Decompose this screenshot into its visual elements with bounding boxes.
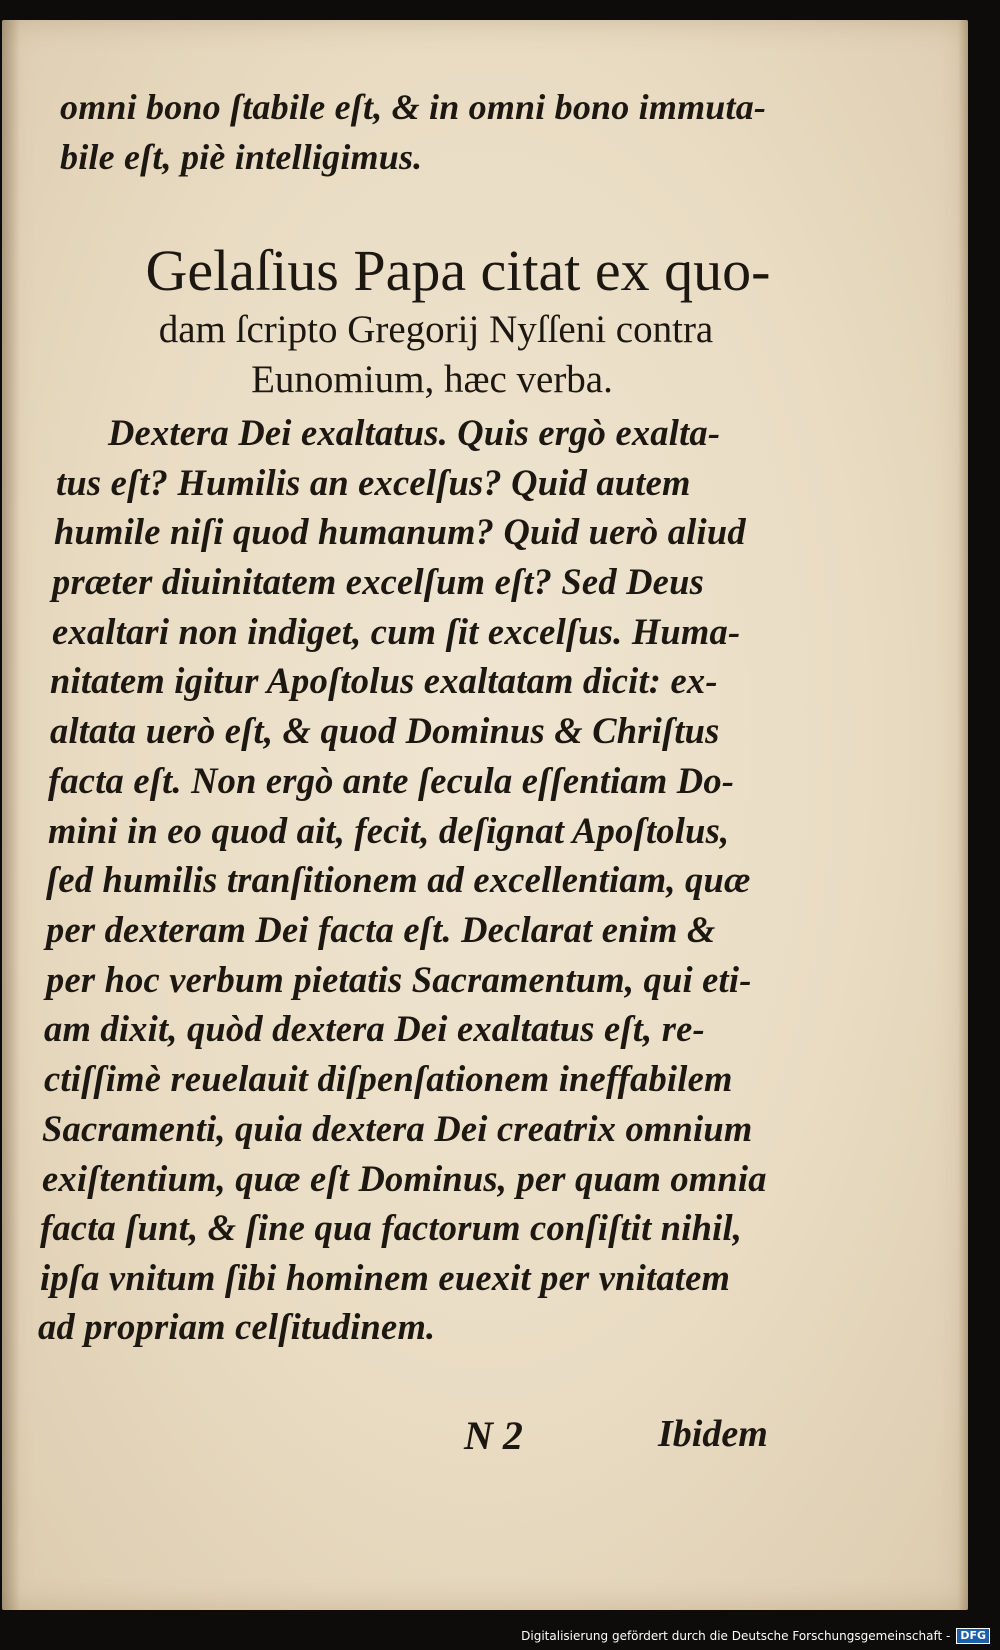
body-line: per dexteram Dei facta eſt. Declarat enim &: [46, 909, 716, 950]
body-line: Sacramenti, quia dextera Dei creatrix omnium: [42, 1108, 753, 1149]
gutter-shadow: [2, 20, 20, 1610]
footer-text: Digitalisierung gefördert durch die Deutsche Forschungsgemeinschaft -: [521, 1629, 951, 1643]
body-line: facta eſt. Non ergò ante ſecula eſſentiam Do-: [48, 760, 735, 801]
body-line: mini in eo quod ait, fecit, deſignat Apoſtolus,: [48, 810, 730, 851]
body-line: ſed humilis tranſitionem ad excellentiam, quæ: [46, 859, 751, 900]
body-line: ctiſſimè reuelauit diſpenſationem ineffabilem: [44, 1058, 733, 1099]
heading-line: Eunomium, hæc verba.: [251, 358, 613, 401]
body-line: præter diuinitatem excelſum eſt? Sed Deus: [52, 561, 704, 602]
digitization-footer: [521, 1628, 990, 1644]
body-line: facta ſunt, & ſine qua factorum conſiſtit nihil,: [40, 1207, 743, 1248]
body-line: Dextera Dei exaltatus. Quis ergò exalta-: [108, 412, 721, 453]
page-edge: [958, 20, 968, 1610]
catchword: Ibidem: [658, 1413, 768, 1455]
book-page: [2, 20, 968, 1610]
body-line: exaltari non indiget, cum ſit excelſus. Huma-: [52, 611, 741, 652]
intro-line: omni bono ſtabile eſt, & in omni bono immuta-: [60, 87, 767, 127]
body-line: am dixit, quòd dextera Dei exaltatus eſt, re-: [44, 1008, 705, 1049]
body-line: tus eſt? Humilis an excelſus? Quid autem: [56, 462, 691, 503]
heading-line: Gelaſius Papa citat ex quo-: [145, 238, 771, 303]
signature-mark: N 2: [464, 1413, 523, 1458]
dfg-logo-icon: DFG: [956, 1628, 990, 1644]
heading-line: dam ſcripto Gregorij Nyſſeni contra: [158, 308, 714, 351]
intro-line: bile eſt, piè intelligimus.: [60, 137, 423, 177]
body-line: humile niſi quod humanum? Quid uerò aliud: [54, 511, 746, 552]
body-line: altata uerò eſt, & quod Dominus & Chriſtus: [50, 710, 720, 751]
body-line: ad propriam celſitudinem.: [38, 1306, 436, 1347]
body-line: exiſtentium, quæ eſt Dominus, per quam omnia: [42, 1158, 767, 1199]
body-line: per hoc verbum pietatis Sacramentum, qui eti-: [46, 959, 752, 1000]
body-line: ipſa vnitum ſibi hominem euexit per vnitatem: [40, 1257, 731, 1298]
body-line: nitatem igitur Apoſtolus exaltatam dicit: ex-: [50, 660, 718, 701]
